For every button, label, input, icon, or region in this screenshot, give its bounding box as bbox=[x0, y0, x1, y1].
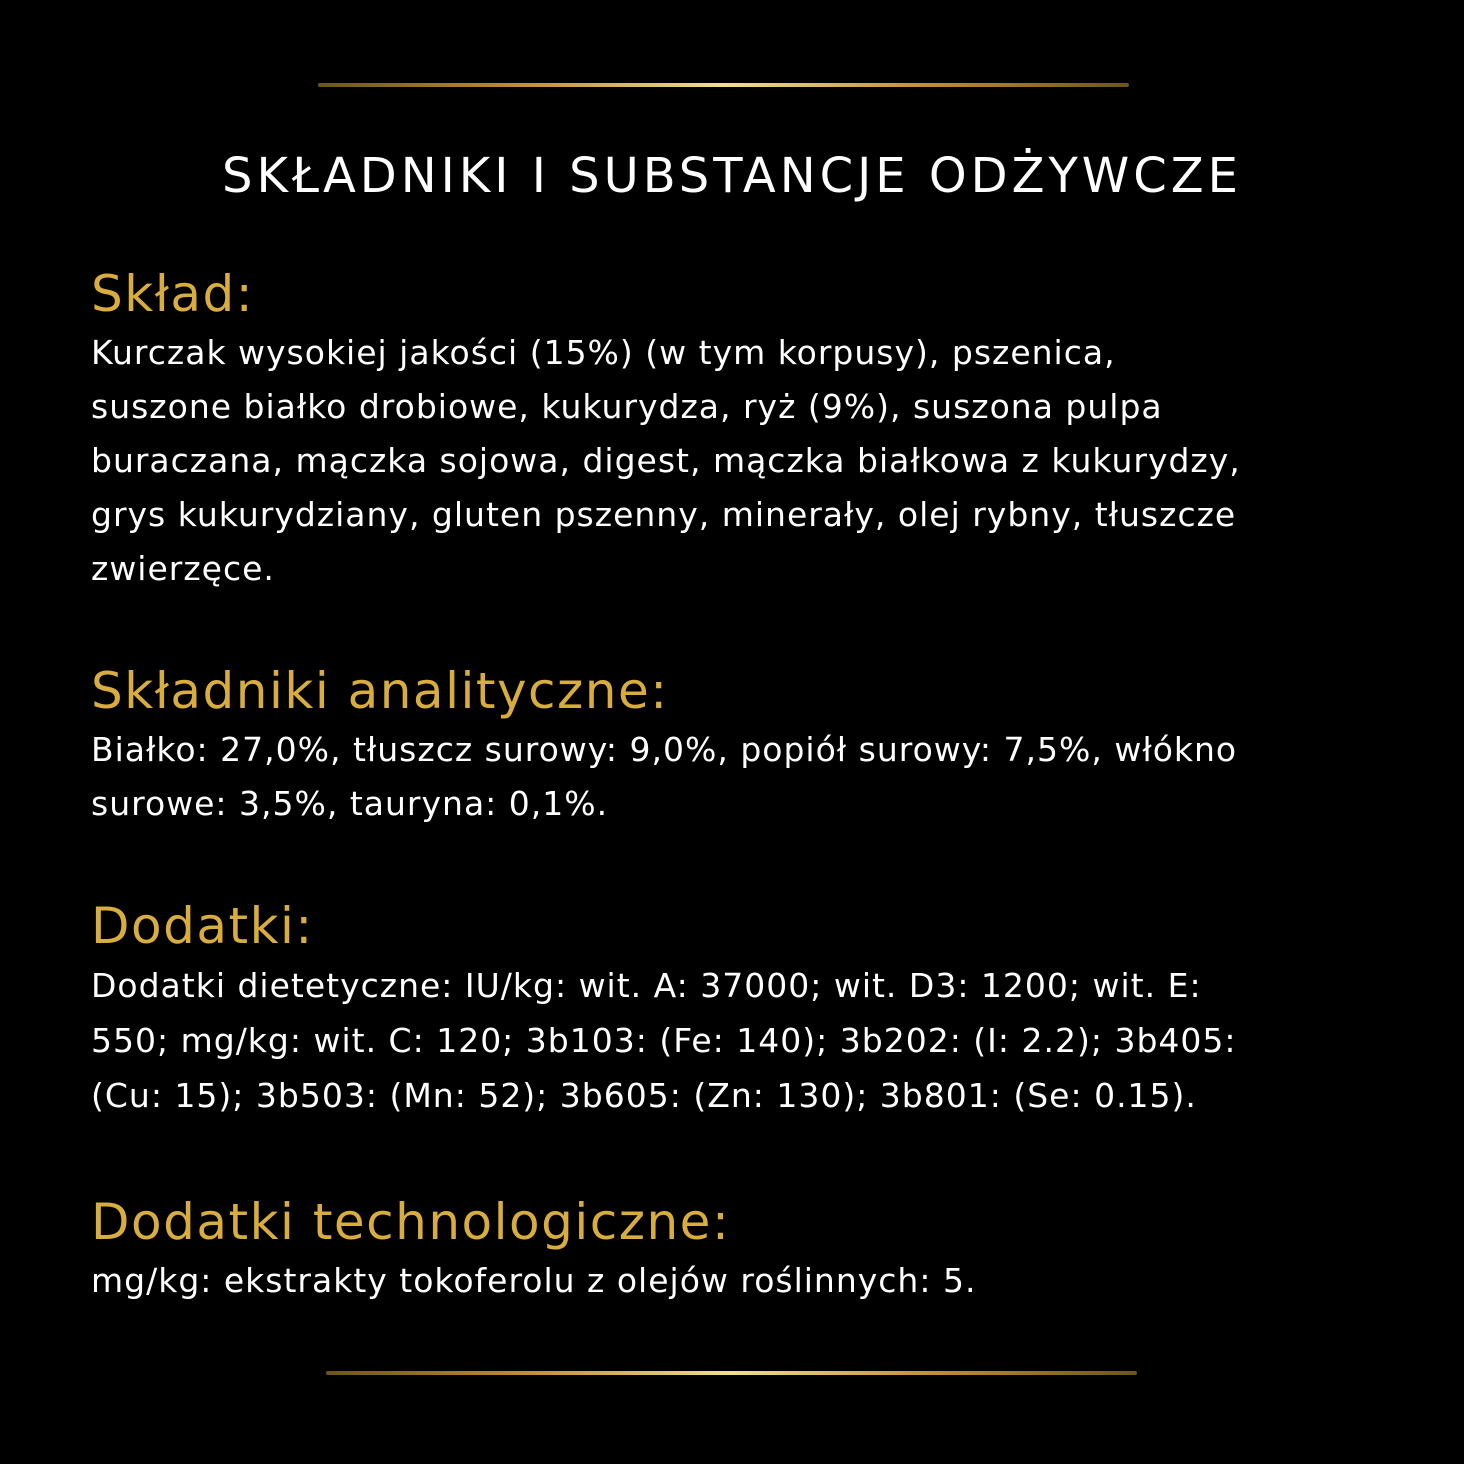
technological-line: mg/kg: ekstrakty tokoferolu z olejów roślinnych: 5. bbox=[91, 1261, 977, 1300]
section-heading-additives: Dodatki: bbox=[91, 897, 314, 955]
technological-additives-text bbox=[91, 1254, 1391, 1308]
analytical-line: Białko: 27,0%, tłuszcz surowy: 9,0%, popiół surowy: 7,5%, włókno bbox=[91, 730, 1238, 769]
section-technological-additives bbox=[91, 1190, 1391, 1308]
section-additives bbox=[91, 894, 1391, 1123]
analytical-constituents-text bbox=[91, 723, 1391, 831]
composition-line: zwierzęce. bbox=[91, 549, 275, 588]
composition-line: suszone białko drobiowe, kukurydza, ryż (9%), suszona pulpa bbox=[91, 387, 1163, 426]
analytical-line: surowe: 3,5%, tauryna: 0,1%. bbox=[91, 784, 609, 823]
additives-line: (Cu: 15); 3b503: (Mn: 52); 3b605: (Zn: 130); 3b801: (Se: 0.15). bbox=[91, 1076, 1197, 1115]
bottom-gold-divider bbox=[326, 1371, 1137, 1375]
additives-text bbox=[91, 958, 1391, 1123]
top-gold-divider bbox=[318, 83, 1129, 87]
section-composition bbox=[91, 262, 1391, 596]
composition-line: grys kukurydziany, gluten pszenny, minerały, olej rybny, tłuszcze bbox=[91, 495, 1237, 534]
section-heading-composition: Skład: bbox=[91, 265, 255, 323]
additives-line: Dodatki dietetyczne: IU/kg: wit. A: 37000; wit. D3: 1200; wit. E: bbox=[91, 966, 1202, 1005]
composition-line: Kurczak wysokiej jakości (15%) (w tym korpusy), pszenica, bbox=[91, 333, 1116, 372]
additives-line: 550; mg/kg: wit. C: 120; 3b103: (Fe: 140); 3b202: (I: 2.2); 3b405: bbox=[91, 1021, 1237, 1060]
section-heading-technological-additives: Dodatki technologiczne: bbox=[91, 1193, 731, 1251]
page-title: SKŁADNIKI I SUBSTANCJE ODŻYWCZE bbox=[222, 148, 1242, 204]
section-heading-analytical-constituents: Składniki analityczne: bbox=[91, 662, 669, 720]
composition-text bbox=[91, 326, 1391, 596]
composition-line: buraczana, mączka sojowa, digest, mączka białkowa z kukurydzy, bbox=[91, 441, 1241, 480]
section-analytical-constituents bbox=[91, 659, 1391, 831]
